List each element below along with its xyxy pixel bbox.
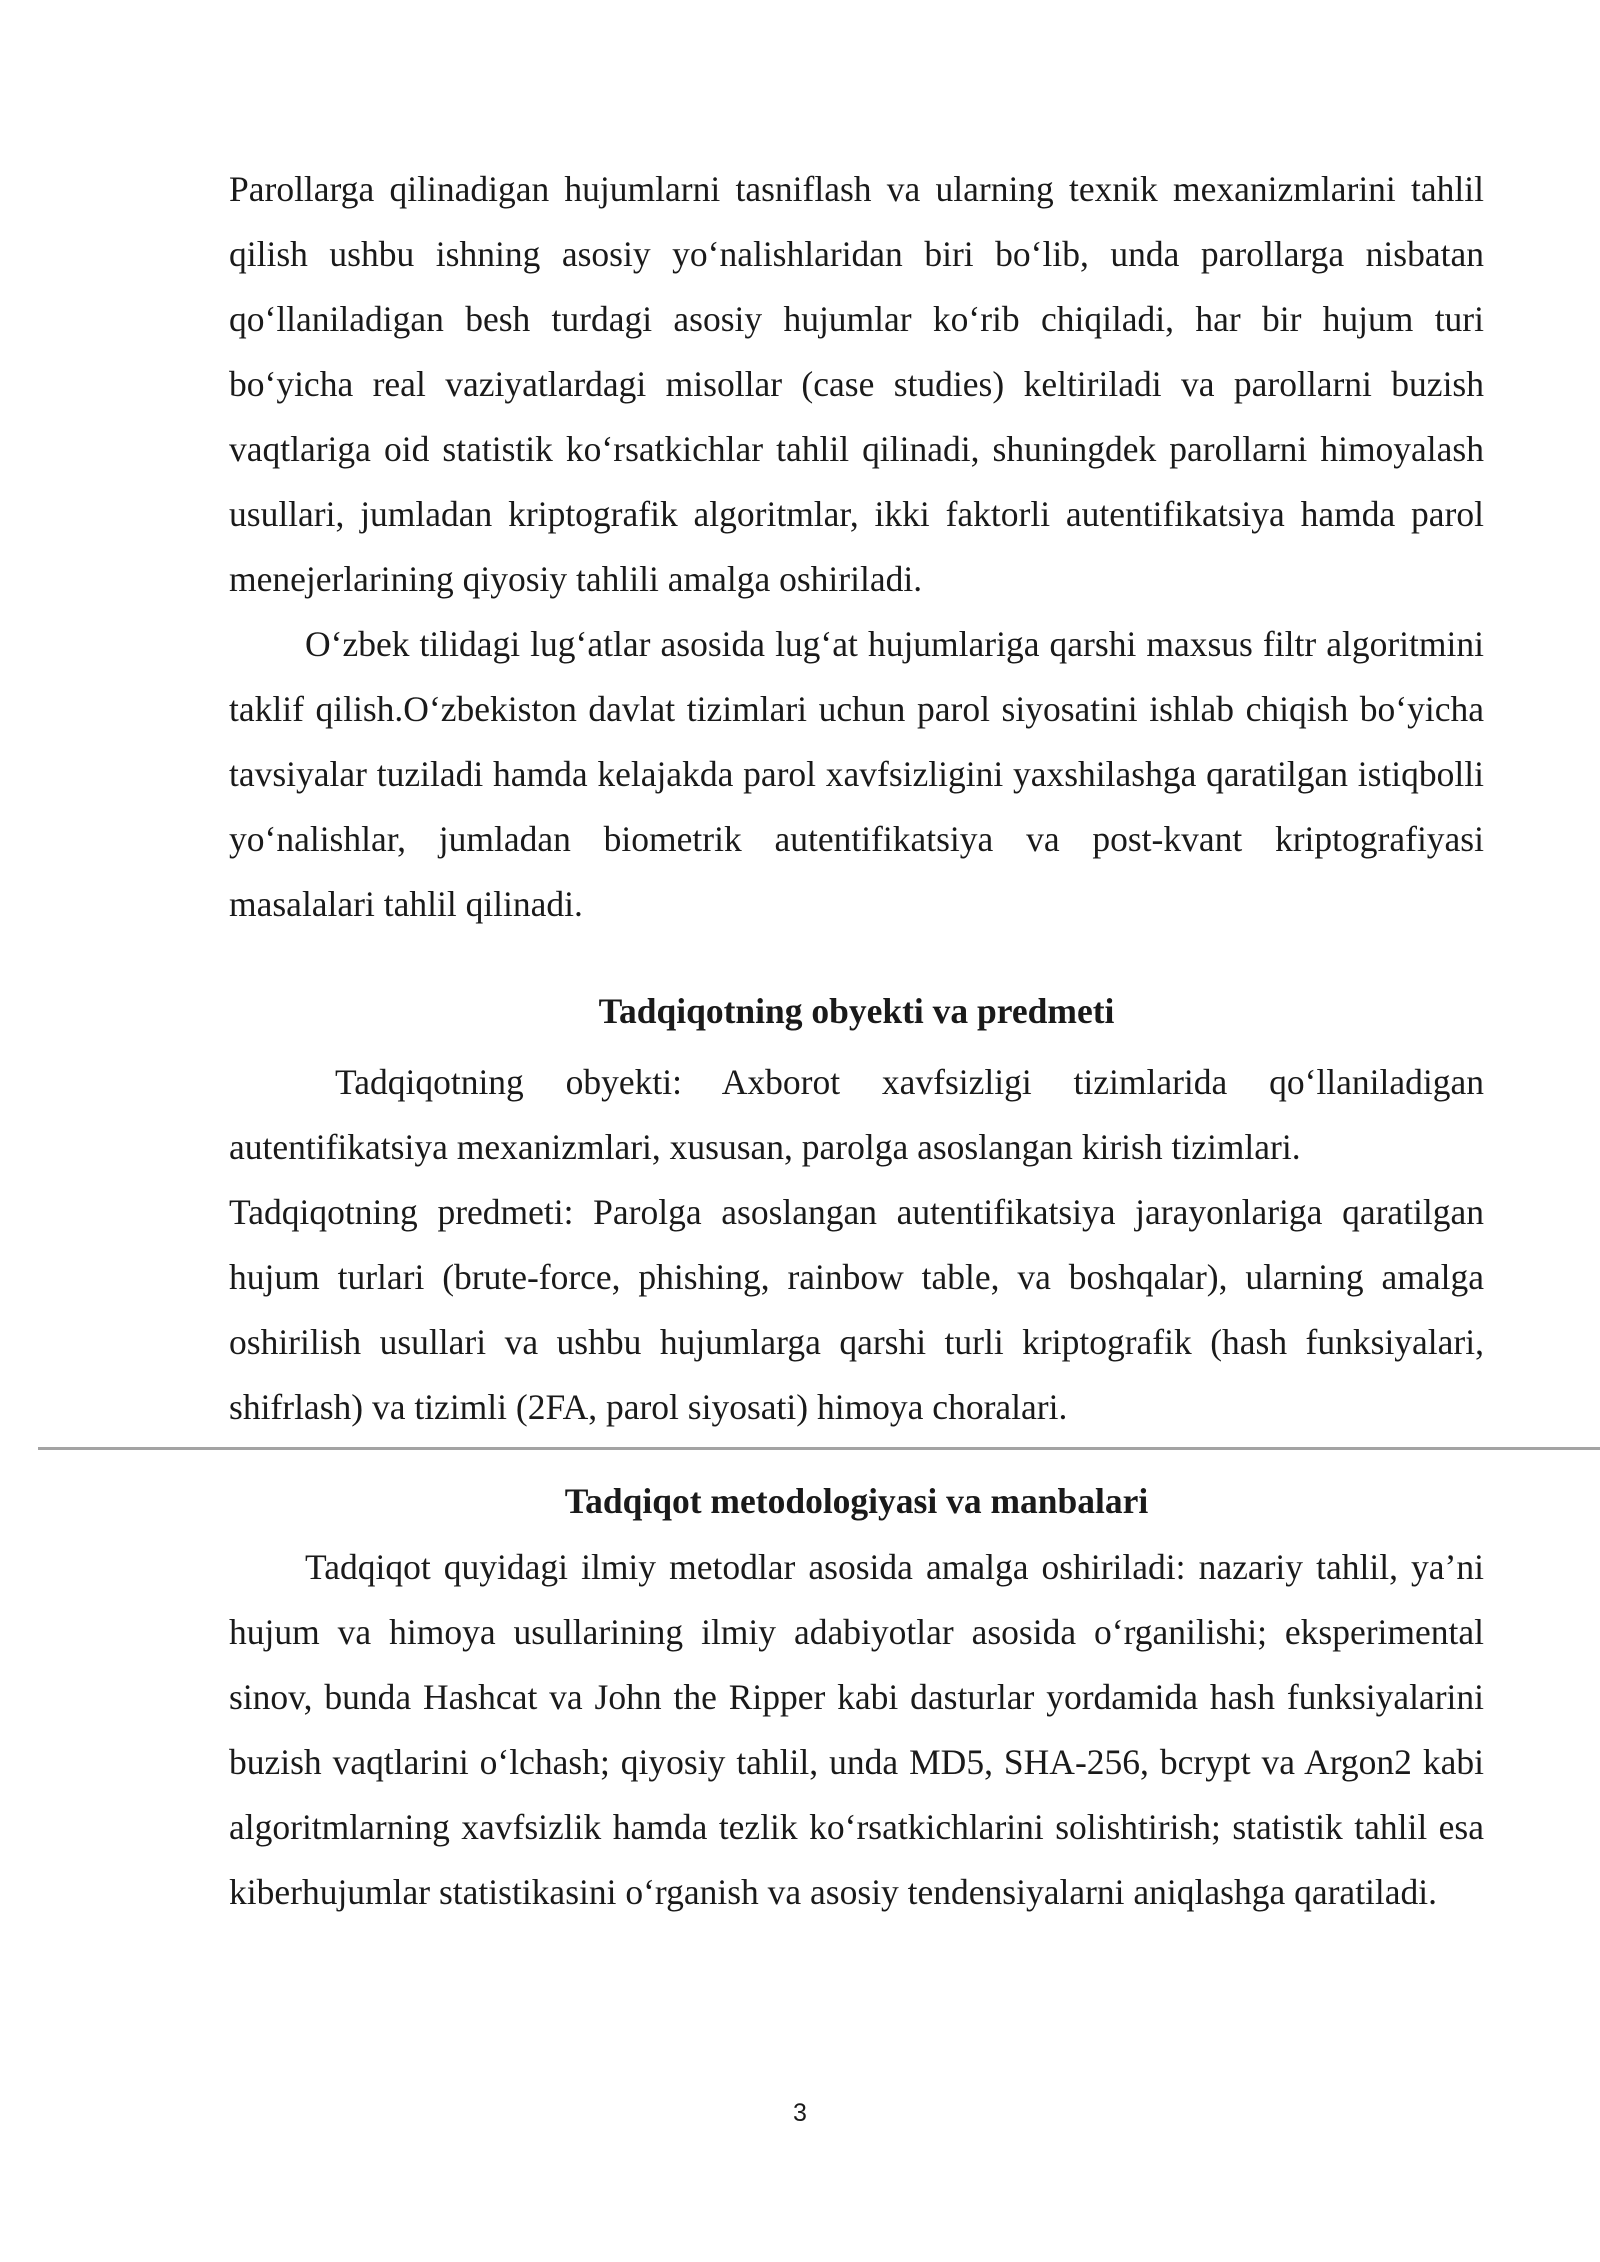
page-number: 3 xyxy=(793,2099,807,2127)
section-heading-methodology: Tadqiqot metodologiyasi va manbalari xyxy=(564,1481,1149,1521)
subject-paragraph: Tadqiqotning predmeti: Parolga asoslangan autentifikatsiya jarayonlariga qaratilgan hujum turlari (brute-force, phishing, rainbow table, va boshqalar), ularning amalga oshirilish usullari va ushbu hujumlarga qarshi turli kriptografik (hash funksiyalari, shifrlash) va tizimli (2FA, parol siyosati) himoya choralari. xyxy=(229,1192,1484,1427)
methodology-text xyxy=(229,1535,1484,1925)
methodology-paragraph: Tadqiqot quyidagi ilmiy metodlar asosida amalga oshiriladi: nazariy tahlil, ya’ni hujum va himoya usullarining ilmiy adabiyotlar asosida o‘rganilishi; eksperimental sinov, bunda Hashcat va John the Ripper kabi dasturlar yordamida hash funksiyalarini buzish vaqtlarini o‘lchash; qiyosiy tahlil, unda MD5, SHA-256, bcrypt va Argon2 kabi algoritmlarning xavfsizlik hamda tezlik ko‘rsatkichlarini solishtirish; statistik tahlil esa kiberhujumlar statistikasini o‘rganish va asosiy tendensiyalarni aniqlashga qaratiladi. xyxy=(229,1547,1484,1912)
intro-paragraph-1: Parollarga qilinadigan hujumlarni tasniflash va ularning texnik mexanizmlarini tahlil qilish ushbu ishning asosiy yo‘nalishlaridan biri bo‘lib, unda parollarga nisbatan qo‘llaniladigan besh turdagi asosiy hujumlar ko‘rib chiqiladi, har bir hujum turi bo‘yicha real vaziyatlardagi misollar (case studies) keltiriladi va parollarni buzish vaqtlariga oid statistik ko‘rsatkichlar tahlil qilinadi, shuningdek parollarni himoyalash usullari, jumladan kriptografik algoritmlar, ikki faktorli autentifikatsiya hamda parol menejerlarining qiyosiy tahlili amalga oshiriladi. xyxy=(229,169,1484,599)
intro-paragraph-2: O‘zbek tilidagi lug‘atlar asosida lug‘at hujumlariga qarshi maxsus filtr algoritmini taklif qilish.O‘zbekiston davlat tizimlari uchun parol siyosatini ishlab chiqish bo‘yicha tavsiyalar tuziladi hamda kelajakda parol xavfsizligini yaxshilashga qaratilgan istiqbolli yo‘nalishlar, jumladan biometrik autentifikatsiya va post-kvant kriptografiyasi masalalari tahlil qilinadi. xyxy=(229,624,1484,924)
object-text xyxy=(229,1050,1484,1440)
object-paragraph: Tadqiqotning obyekti: Axborot xavfsizligi tizimlarida qo‘llaniladigan autentifikatsiya mexanizmlari, xususan, parolga asoslangan kirish tizimlari. xyxy=(229,1062,1484,1167)
section-heading-object: Tadqiqotning obyekti va predmeti xyxy=(598,991,1115,1031)
horizontal-divider xyxy=(38,1447,1600,1450)
intro-text xyxy=(229,157,1484,937)
